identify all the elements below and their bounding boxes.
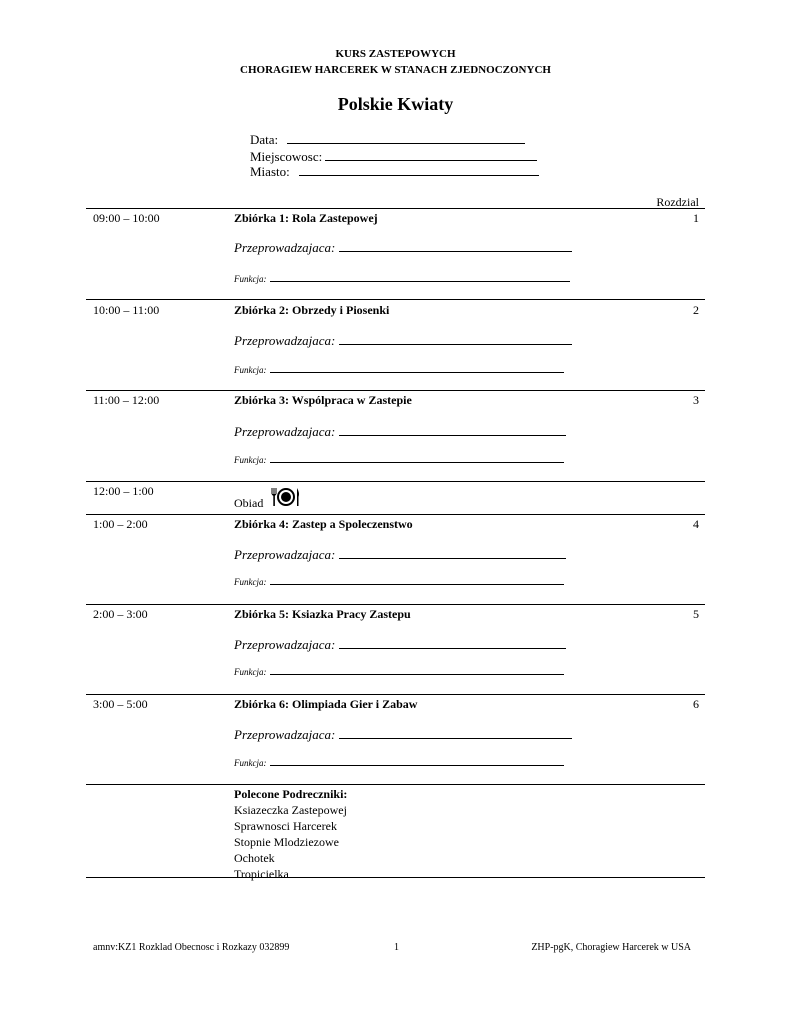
role-label: Funkcja: [234,667,267,677]
role-label: Funkcja: [234,455,267,465]
session-chapter: 2 [693,303,699,317]
role-label: Funkcja: [234,365,267,375]
role-label: Funkcja: [234,274,267,284]
row-divider [86,784,705,785]
leader-line [339,640,566,649]
role-field [234,666,564,677]
session-chapter: 1 [693,211,699,225]
leader-label: Przeprowadzajaca: [234,547,336,562]
role-field [234,364,564,375]
leader-label: Przeprowadzajaca: [234,240,336,255]
page-title: Polskie Kwiaty [337,94,454,114]
row-divider [86,694,705,695]
session-time: 2:00 – 3:00 [93,607,148,621]
session-chapter: 6 [693,697,699,711]
role-field [234,576,564,587]
leader-line [339,336,572,345]
row-divider [86,390,705,391]
book-item: Stopnie Mlodziezowe [234,835,339,849]
session-time: 09:00 – 10:00 [93,211,160,225]
role-field [234,273,570,284]
row-divider [86,299,705,300]
role-line [270,273,570,282]
leader-label: Przeprowadzajaca: [234,727,336,742]
session-chapter: 3 [693,393,699,407]
session-time: 1:00 – 2:00 [93,517,148,531]
footer-page-number: 1 [394,942,399,953]
session-chapter: 4 [693,517,699,531]
leader-line [339,550,566,559]
books-heading: Polecone Podreczniki: [234,787,348,801]
leader-line [339,427,566,436]
role-line [270,666,564,675]
row-divider [86,604,705,605]
leader-line [339,730,572,739]
leader-field [234,547,566,563]
city-line [299,164,539,176]
leader-field [234,333,572,349]
leader-label: Przeprowadzajaca: [234,637,336,652]
session-time: 3:00 – 5:00 [93,697,148,711]
session-time: 10:00 – 11:00 [93,303,160,317]
role-line [270,364,564,373]
session-title: Zbiórka 4: Zastep a Spoleczenstwo [234,517,413,531]
footer-document-id: amnv:KZ1 Rozklad Obecnosc i Rozkazy 032899 [93,942,290,953]
row-divider [86,514,705,515]
recommended-books [234,786,347,882]
lunch-label: Obiad [234,496,264,510]
session-chapter: 5 [693,607,699,621]
place-line [325,149,537,161]
session-title: Zbiórka 3: Wspólpraca w Zastepie [234,393,412,407]
leader-field [234,727,572,743]
leader-label: Przeprowadzajaca: [234,424,336,439]
session-title: Zbiórka 2: Obrzedy i Piosenki [234,303,390,317]
place-field [250,149,537,165]
leader-label: Przeprowadzajaca: [234,333,336,348]
role-line [270,576,564,585]
book-item: Ochotek [234,851,275,865]
session-time: 11:00 – 12:00 [93,393,160,407]
leader-line [339,243,572,252]
book-item: Sprawnosci Harcerek [234,819,337,833]
book-item: Ksiazeczka Zastepowej [234,803,347,817]
leader-field [234,637,566,653]
course-title: KURS ZASTEPOWYCH [335,48,456,60]
book-item: Tropicielka [234,867,289,881]
city-label: Miasto: [250,164,290,179]
city-field [250,164,539,180]
role-line [270,454,564,463]
session-title: Zbiórka 5: Ksiazka Pracy Zastepu [234,607,411,621]
footer-organization: ZHP-pgK, Choragiew Harcerek w USA [531,942,691,953]
date-field [250,132,525,148]
date-label: Data: [250,132,279,147]
row-divider [86,481,705,482]
role-field [234,757,564,768]
role-field [234,454,564,465]
date-line [287,132,525,144]
table-bottom-rule [86,877,705,878]
session-title: Zbiórka 1: Rola Zastepowej [234,211,378,225]
leader-field [234,424,566,440]
role-label: Funkcja: [234,758,267,768]
place-label: Miejscowosc: [250,149,323,164]
session-title: Zbiórka 6: Olimpiada Gier i Zabaw [234,697,418,711]
role-label: Funkcja: [234,577,267,587]
plate-cutlery-icon [270,486,302,513]
chapter-column-header: Rozdzial [656,195,699,209]
role-line [270,757,564,766]
organization-title: CHORAGIEW HARCEREK W STANACH ZJEDNOCZONYCH [240,64,551,76]
lunch-time: 12:00 – 1:00 [93,484,154,498]
leader-field [234,240,572,256]
row-divider [86,208,705,209]
